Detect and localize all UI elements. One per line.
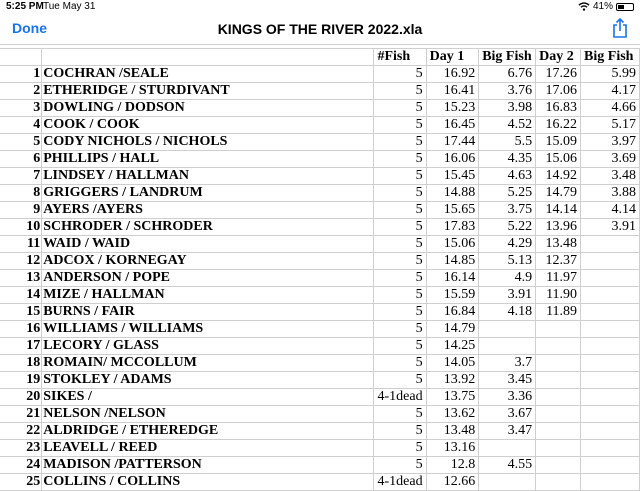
fish-count-cell[interactable]: 5 <box>374 134 426 151</box>
day1-big-fish-cell[interactable]: 4.9 <box>479 270 536 287</box>
day2-big-fish-cell[interactable] <box>581 423 640 440</box>
day1-weight-cell[interactable]: 14.88 <box>426 185 479 202</box>
team-cell[interactable]: ADCOX / KORNEGAY <box>42 253 374 270</box>
fish-count-cell[interactable]: 5 <box>374 151 426 168</box>
team-cell[interactable]: SCHRODER / SCHRODER <box>42 219 374 236</box>
day1-weight-cell[interactable]: 14.85 <box>426 253 479 270</box>
rank-cell[interactable]: 5 <box>0 134 42 151</box>
column-header[interactable]: #Fish <box>374 49 426 66</box>
day2-weight-cell[interactable] <box>536 389 581 406</box>
column-header[interactable]: Day 2 <box>536 49 581 66</box>
column-header[interactable]: Big Fish <box>479 49 536 66</box>
day1-big-fish-cell[interactable]: 4.63 <box>479 168 536 185</box>
fish-count-cell[interactable]: 5 <box>374 423 426 440</box>
rank-cell[interactable]: 6 <box>0 151 42 168</box>
team-cell[interactable]: ALDRIDGE / ETHEREDGE <box>42 423 374 440</box>
table-row <box>0 202 640 219</box>
day1-weight-cell[interactable]: 15.59 <box>426 287 479 304</box>
day2-weight-cell[interactable]: 16.83 <box>536 100 581 117</box>
fish-count-cell[interactable]: 5 <box>374 338 426 355</box>
day2-weight-cell[interactable]: 13.48 <box>536 236 581 253</box>
team-cell[interactable]: LINDSEY / HALLMAN <box>42 168 374 185</box>
rank-cell[interactable]: 13 <box>0 270 42 287</box>
day1-weight-cell[interactable]: 15.06 <box>426 236 479 253</box>
table-row <box>0 66 640 83</box>
team-cell[interactable]: COOK / COOK <box>42 117 374 134</box>
day1-big-fish-cell[interactable] <box>479 440 536 457</box>
team-cell[interactable]: CODY NICHOLS / NICHOLS <box>42 134 374 151</box>
rank-cell[interactable]: 12 <box>0 253 42 270</box>
day2-weight-cell[interactable] <box>536 372 581 389</box>
team-cell[interactable]: NELSON /NELSON <box>42 406 374 423</box>
team-cell[interactable]: PHILLIPS / HALL <box>42 151 374 168</box>
rank-cell[interactable]: 14 <box>0 287 42 304</box>
day1-weight-cell[interactable]: 14.25 <box>426 338 479 355</box>
fish-count-cell[interactable]: 5 <box>374 440 426 457</box>
day2-big-fish-cell[interactable] <box>581 474 640 491</box>
day1-big-fish-cell[interactable] <box>479 338 536 355</box>
day1-weight-cell[interactable]: 16.92 <box>426 66 479 83</box>
table-row <box>0 423 640 440</box>
day2-big-fish-cell[interactable]: 5.99 <box>581 66 640 83</box>
fish-count-cell[interactable]: 5 <box>374 253 426 270</box>
day2-weight-cell[interactable]: 13.96 <box>536 219 581 236</box>
team-cell[interactable]: GRIGGERS / LANDRUM <box>42 185 374 202</box>
rank-cell[interactable]: 23 <box>0 440 42 457</box>
day1-weight-cell[interactable]: 13.48 <box>426 423 479 440</box>
rank-cell[interactable]: 21 <box>0 406 42 423</box>
fish-count-cell[interactable]: 5 <box>374 117 426 134</box>
table-row <box>0 389 640 406</box>
day2-big-fish-cell[interactable]: 3.69 <box>581 151 640 168</box>
team-cell[interactable]: LEAVELL / REED <box>42 440 374 457</box>
team-cell[interactable]: MIZE / HALLMAN <box>42 287 374 304</box>
fish-count-cell[interactable]: 5 <box>374 66 426 83</box>
fish-count-cell[interactable]: 5 <box>374 185 426 202</box>
day2-big-fish-cell[interactable]: 3.88 <box>581 185 640 202</box>
document-title: KINGS OF THE RIVER 2022.xla <box>217 21 423 37</box>
wifi-icon <box>578 2 590 11</box>
team-cell[interactable]: COCHRAN /SEALE <box>42 66 374 83</box>
battery-icon <box>616 3 634 11</box>
fish-count-cell[interactable]: 5 <box>374 304 426 321</box>
rank-cell[interactable]: 9 <box>0 202 42 219</box>
team-cell[interactable]: AYERS /AYERS <box>42 202 374 219</box>
day1-big-fish-cell[interactable]: 4.55 <box>479 457 536 474</box>
rank-cell[interactable]: 10 <box>0 219 42 236</box>
table-row <box>0 338 640 355</box>
day1-big-fish-cell[interactable] <box>479 321 536 338</box>
fish-count-cell[interactable]: 5 <box>374 100 426 117</box>
rank-cell[interactable]: 16 <box>0 321 42 338</box>
rank-cell[interactable]: 19 <box>0 372 42 389</box>
day2-weight-cell[interactable] <box>536 406 581 423</box>
day1-big-fish-cell[interactable]: 3.47 <box>479 423 536 440</box>
day2-weight-cell[interactable]: 14.14 <box>536 202 581 219</box>
team-cell[interactable]: SIKES / <box>42 389 374 406</box>
status-date: Tue May 31 <box>43 1 96 12</box>
table-row <box>0 372 640 389</box>
spreadsheet-area[interactable] <box>0 48 640 489</box>
day1-weight-cell[interactable]: 17.44 <box>426 134 479 151</box>
day2-big-fish-cell[interactable] <box>581 236 640 253</box>
fish-count-cell[interactable]: 5 <box>374 270 426 287</box>
fish-count-cell[interactable]: 5 <box>374 236 426 253</box>
day2-big-fish-cell[interactable] <box>581 457 640 474</box>
share-button[interactable] <box>612 17 628 44</box>
day1-weight-cell[interactable]: 17.83 <box>426 219 479 236</box>
team-cell[interactable]: WAID / WAID <box>42 236 374 253</box>
status-indicators <box>578 1 634 12</box>
day1-weight-cell[interactable]: 16.14 <box>426 270 479 287</box>
day1-weight-cell[interactable]: 13.16 <box>426 440 479 457</box>
day1-weight-cell[interactable]: 16.84 <box>426 304 479 321</box>
day2-weight-cell[interactable] <box>536 338 581 355</box>
day1-weight-cell[interactable]: 15.45 <box>426 168 479 185</box>
status-bar <box>0 0 640 14</box>
share-icon <box>612 17 628 39</box>
table-row <box>0 270 640 287</box>
team-cell[interactable]: ROMAIN/ MCCOLLUM <box>42 355 374 372</box>
day2-weight-cell[interactable]: 11.90 <box>536 287 581 304</box>
day2-big-fish-cell[interactable] <box>581 304 640 321</box>
day2-big-fish-cell[interactable] <box>581 321 640 338</box>
day2-big-fish-cell[interactable]: 3.48 <box>581 168 640 185</box>
day1-big-fish-cell[interactable]: 5.5 <box>479 134 536 151</box>
rank-cell[interactable]: 8 <box>0 185 42 202</box>
day1-weight-cell[interactable]: 12.8 <box>426 457 479 474</box>
results-table <box>0 48 640 491</box>
day2-big-fish-cell[interactable] <box>581 389 640 406</box>
day2-weight-cell[interactable] <box>536 440 581 457</box>
day2-weight-cell[interactable] <box>536 423 581 440</box>
table-row <box>0 253 640 270</box>
day2-big-fish-cell[interactable] <box>581 440 640 457</box>
battery-percent: 41% <box>592 1 613 12</box>
day1-big-fish-cell[interactable]: 4.29 <box>479 236 536 253</box>
day1-weight-cell[interactable]: 13.75 <box>426 389 479 406</box>
day1-weight-cell[interactable]: 14.79 <box>426 321 479 338</box>
table-row <box>0 287 640 304</box>
rank-cell[interactable]: 20 <box>0 389 42 406</box>
day1-weight-cell[interactable]: 15.23 <box>426 100 479 117</box>
team-cell[interactable]: ANDERSON / POPE <box>42 270 374 287</box>
day1-big-fish-cell[interactable]: 3.7 <box>479 355 536 372</box>
table-row <box>0 321 640 338</box>
day2-big-fish-cell[interactable]: 4.66 <box>581 100 640 117</box>
fish-count-cell[interactable]: 5 <box>374 457 426 474</box>
table-row <box>0 474 640 491</box>
team-cell[interactable]: COLLINS / COLLINS <box>42 474 374 491</box>
team-cell[interactable]: MADISON /PATTERSON <box>42 457 374 474</box>
day2-weight-cell[interactable]: 11.97 <box>536 270 581 287</box>
day1-big-fish-cell[interactable]: 3.67 <box>479 406 536 423</box>
team-cell[interactable]: STOKLEY / ADAMS <box>42 372 374 389</box>
day2-weight-cell[interactable]: 14.79 <box>536 185 581 202</box>
table-row <box>0 406 640 423</box>
day1-weight-cell[interactable]: 15.65 <box>426 202 479 219</box>
day1-big-fish-cell[interactable]: 4.52 <box>479 117 536 134</box>
fish-count-cell[interactable]: 5 <box>374 321 426 338</box>
rank-cell[interactable]: 24 <box>0 457 42 474</box>
day2-big-fish-cell[interactable]: 3.97 <box>581 134 640 151</box>
table-row <box>0 236 640 253</box>
day1-weight-cell[interactable]: 13.92 <box>426 372 479 389</box>
header-row <box>0 49 640 66</box>
team-cell[interactable]: ETHERIDGE / STURDIVANT <box>42 83 374 100</box>
day2-big-fish-cell[interactable]: 3.91 <box>581 219 640 236</box>
day1-big-fish-cell[interactable]: 3.76 <box>479 83 536 100</box>
rank-cell[interactable]: 18 <box>0 355 42 372</box>
fish-count-cell[interactable]: 5 <box>374 168 426 185</box>
fish-count-cell[interactable]: 5 <box>374 355 426 372</box>
day2-big-fish-cell[interactable] <box>581 406 640 423</box>
day1-big-fish-cell[interactable]: 4.18 <box>479 304 536 321</box>
day1-big-fish-cell[interactable]: 4.35 <box>479 151 536 168</box>
rank-cell[interactable]: 11 <box>0 236 42 253</box>
table-row <box>0 151 640 168</box>
fish-count-cell[interactable]: 4-1dead <box>374 389 426 406</box>
column-header[interactable] <box>0 49 42 66</box>
day1-big-fish-cell[interactable]: 3.36 <box>479 389 536 406</box>
fish-count-cell[interactable]: 5 <box>374 287 426 304</box>
day1-weight-cell[interactable]: 14.05 <box>426 355 479 372</box>
day2-weight-cell[interactable]: 11.89 <box>536 304 581 321</box>
day2-big-fish-cell[interactable] <box>581 372 640 389</box>
fish-count-cell[interactable]: 4-1dead <box>374 474 426 491</box>
day2-big-fish-cell[interactable] <box>581 338 640 355</box>
table-row <box>0 355 640 372</box>
day1-weight-cell[interactable]: 16.41 <box>426 83 479 100</box>
day1-weight-cell[interactable]: 12.66 <box>426 474 479 491</box>
done-button[interactable]: Done <box>12 20 47 36</box>
day2-big-fish-cell[interactable]: 5.17 <box>581 117 640 134</box>
fish-count-cell[interactable]: 5 <box>374 372 426 389</box>
day2-big-fish-cell[interactable] <box>581 287 640 304</box>
team-cell[interactable]: LECORY / GLASS <box>42 338 374 355</box>
day1-big-fish-cell[interactable]: 6.76 <box>479 66 536 83</box>
fish-count-cell[interactable]: 5 <box>374 83 426 100</box>
day1-big-fish-cell[interactable]: 3.75 <box>479 202 536 219</box>
rank-cell[interactable]: 2 <box>0 83 42 100</box>
team-cell[interactable]: BURNS / FAIR <box>42 304 374 321</box>
rank-cell[interactable]: 25 <box>0 474 42 491</box>
day2-weight-cell[interactable]: 14.92 <box>536 168 581 185</box>
day2-weight-cell[interactable] <box>536 321 581 338</box>
day2-big-fish-cell[interactable]: 4.17 <box>581 83 640 100</box>
day2-weight-cell[interactable] <box>536 355 581 372</box>
column-header[interactable]: Big Fish <box>581 49 640 66</box>
table-row <box>0 219 640 236</box>
day2-weight-cell[interactable]: 17.06 <box>536 83 581 100</box>
team-cell[interactable]: WILLIAMS / WILLIAMS <box>42 321 374 338</box>
table-row <box>0 134 640 151</box>
day1-big-fish-cell[interactable] <box>479 474 536 491</box>
column-header[interactable] <box>42 49 374 66</box>
day1-big-fish-cell[interactable]: 3.45 <box>479 372 536 389</box>
day1-weight-cell[interactable]: 13.62 <box>426 406 479 423</box>
day2-weight-cell[interactable] <box>536 457 581 474</box>
table-row <box>0 83 640 100</box>
table-row <box>0 440 640 457</box>
team-cell[interactable]: DOWLING / DODSON <box>42 100 374 117</box>
table-row <box>0 100 640 117</box>
rank-cell[interactable]: 4 <box>0 117 42 134</box>
day1-big-fish-cell[interactable]: 3.98 <box>479 100 536 117</box>
day2-weight-cell[interactable]: 17.26 <box>536 66 581 83</box>
day1-big-fish-cell[interactable]: 5.22 <box>479 219 536 236</box>
rank-cell[interactable]: 1 <box>0 66 42 83</box>
table-row <box>0 185 640 202</box>
fish-count-cell[interactable]: 5 <box>374 406 426 423</box>
day2-big-fish-cell[interactable] <box>581 355 640 372</box>
day2-weight-cell[interactable]: 15.06 <box>536 151 581 168</box>
day2-big-fish-cell[interactable] <box>581 270 640 287</box>
day2-weight-cell[interactable]: 15.09 <box>536 134 581 151</box>
navigation-bar <box>0 14 640 45</box>
day2-big-fish-cell[interactable] <box>581 253 640 270</box>
day2-weight-cell[interactable] <box>536 474 581 491</box>
rank-cell[interactable]: 22 <box>0 423 42 440</box>
day1-big-fish-cell[interactable]: 3.91 <box>479 287 536 304</box>
day1-big-fish-cell[interactable]: 5.13 <box>479 253 536 270</box>
fish-count-cell[interactable]: 5 <box>374 219 426 236</box>
table-row <box>0 457 640 474</box>
table-row <box>0 117 640 134</box>
table-row <box>0 168 640 185</box>
rank-cell[interactable]: 17 <box>0 338 42 355</box>
day1-weight-cell[interactable]: 16.06 <box>426 151 479 168</box>
rank-cell[interactable]: 15 <box>0 304 42 321</box>
day1-weight-cell[interactable]: 16.45 <box>426 117 479 134</box>
day2-weight-cell[interactable]: 16.22 <box>536 117 581 134</box>
fish-count-cell[interactable]: 5 <box>374 202 426 219</box>
day2-big-fish-cell[interactable]: 4.14 <box>581 202 640 219</box>
rank-cell[interactable]: 3 <box>0 100 42 117</box>
day1-big-fish-cell[interactable]: 5.25 <box>479 185 536 202</box>
table-row <box>0 304 640 321</box>
status-time: 5:25 PM <box>6 1 44 12</box>
rank-cell[interactable]: 7 <box>0 168 42 185</box>
day2-weight-cell[interactable]: 12.37 <box>536 253 581 270</box>
column-header[interactable]: Day 1 <box>426 49 479 66</box>
